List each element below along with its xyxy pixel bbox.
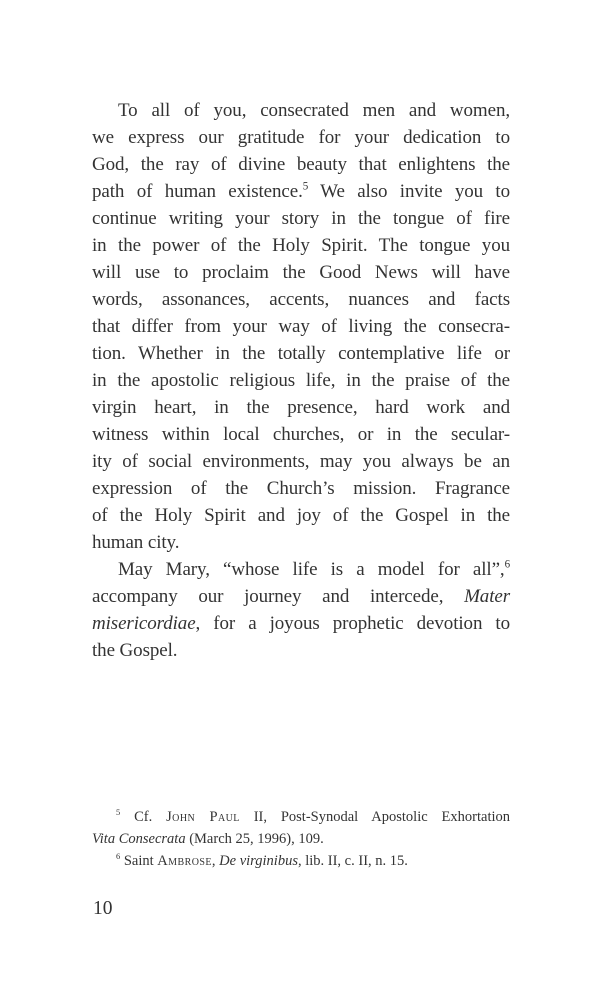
footnote-line (92, 806, 510, 828)
text-run: that differ from your way of living the consecra- (92, 316, 510, 337)
text-run: , lib. II, c. II, n. 15. (297, 853, 408, 869)
text-run: Ambrose (157, 853, 212, 869)
text-run: May Mary, “whose life is a model for all”, (118, 559, 505, 580)
text-run: will use to proclaim the Good News will have (92, 262, 510, 283)
text-run: tion. Whether in the totally contemplative life or (92, 343, 510, 364)
text-line (92, 232, 510, 259)
text-run: in the apostolic religious life, in the praise of the (92, 370, 510, 391)
text-run: witness within local churches, or in the secular- (92, 424, 510, 445)
text-line (92, 286, 510, 313)
text-run: , for a joyous prophetic devotion to (195, 613, 510, 634)
page-number: 10 (93, 898, 113, 919)
text-run: II, Post-Synodal Apostolic Exhortation (239, 809, 510, 825)
text-run: God, the ray of divine beauty that enlightens the (92, 154, 510, 175)
text-run: 5 (302, 180, 309, 193)
footnote-line (92, 850, 510, 872)
paragraph (92, 97, 510, 556)
text-line (92, 637, 510, 664)
text-run: the Gospel. (92, 640, 178, 661)
text-run: continue writing your story in the tongue of fire (92, 208, 510, 229)
footnote-line (92, 828, 510, 850)
text-run: we express our gratitude for your dedication to (92, 127, 510, 148)
text-run: ity of social environments, may you always be an (92, 451, 510, 472)
text-run: (March 25, 1996), 109. (185, 831, 324, 847)
text-line (92, 610, 510, 637)
text-line (92, 178, 510, 205)
footnotes-block (92, 806, 510, 872)
body-text-block (92, 97, 510, 664)
text-run: misericordiae (92, 613, 196, 634)
text-line (92, 124, 510, 151)
text-line (92, 340, 510, 367)
text-run: To all of you, consecrated men and women, (118, 100, 510, 121)
text-line (92, 556, 510, 583)
text-line (92, 475, 510, 502)
text-run: Vita Consecrata (92, 831, 186, 847)
text-run: 6 (116, 852, 121, 862)
text-run: human city. (92, 532, 180, 553)
text-line (92, 367, 510, 394)
text-run: De virginibus (219, 853, 298, 869)
text-run: Mater (464, 586, 510, 607)
text-line (92, 421, 510, 448)
text-line (92, 583, 510, 610)
text-run: accompany our journey and intercede, (92, 586, 465, 607)
text-line (92, 205, 510, 232)
text-run: virgin heart, in the presence, hard work and (92, 397, 510, 418)
footnote (92, 806, 510, 850)
text-run: , (211, 853, 220, 869)
text-line (92, 529, 510, 556)
text-run: words, assonances, accents, nuances and facts (92, 289, 510, 310)
text-run: in the power of the Holy Spirit. The tongue you (92, 235, 510, 256)
text-run: expression of the Church’s mission. Fragrance (92, 478, 510, 499)
text-run: John Paul (166, 809, 240, 825)
text-line (92, 313, 510, 340)
text-run: of the Holy Spirit and joy of the Gospel in the (92, 505, 510, 526)
paragraph (92, 556, 510, 664)
text-run: 5 (116, 808, 121, 818)
footnote (92, 850, 510, 872)
text-run: 6 (504, 558, 510, 571)
text-run: Saint (120, 853, 158, 869)
text-line (92, 448, 510, 475)
text-line (92, 151, 510, 178)
text-line (92, 97, 510, 124)
text-line (92, 259, 510, 286)
text-run: Cf. (120, 809, 167, 825)
text-run: path of human existence. (92, 181, 303, 202)
text-line (92, 394, 510, 421)
text-line (92, 502, 510, 529)
text-run: We also invite you to (308, 181, 510, 202)
